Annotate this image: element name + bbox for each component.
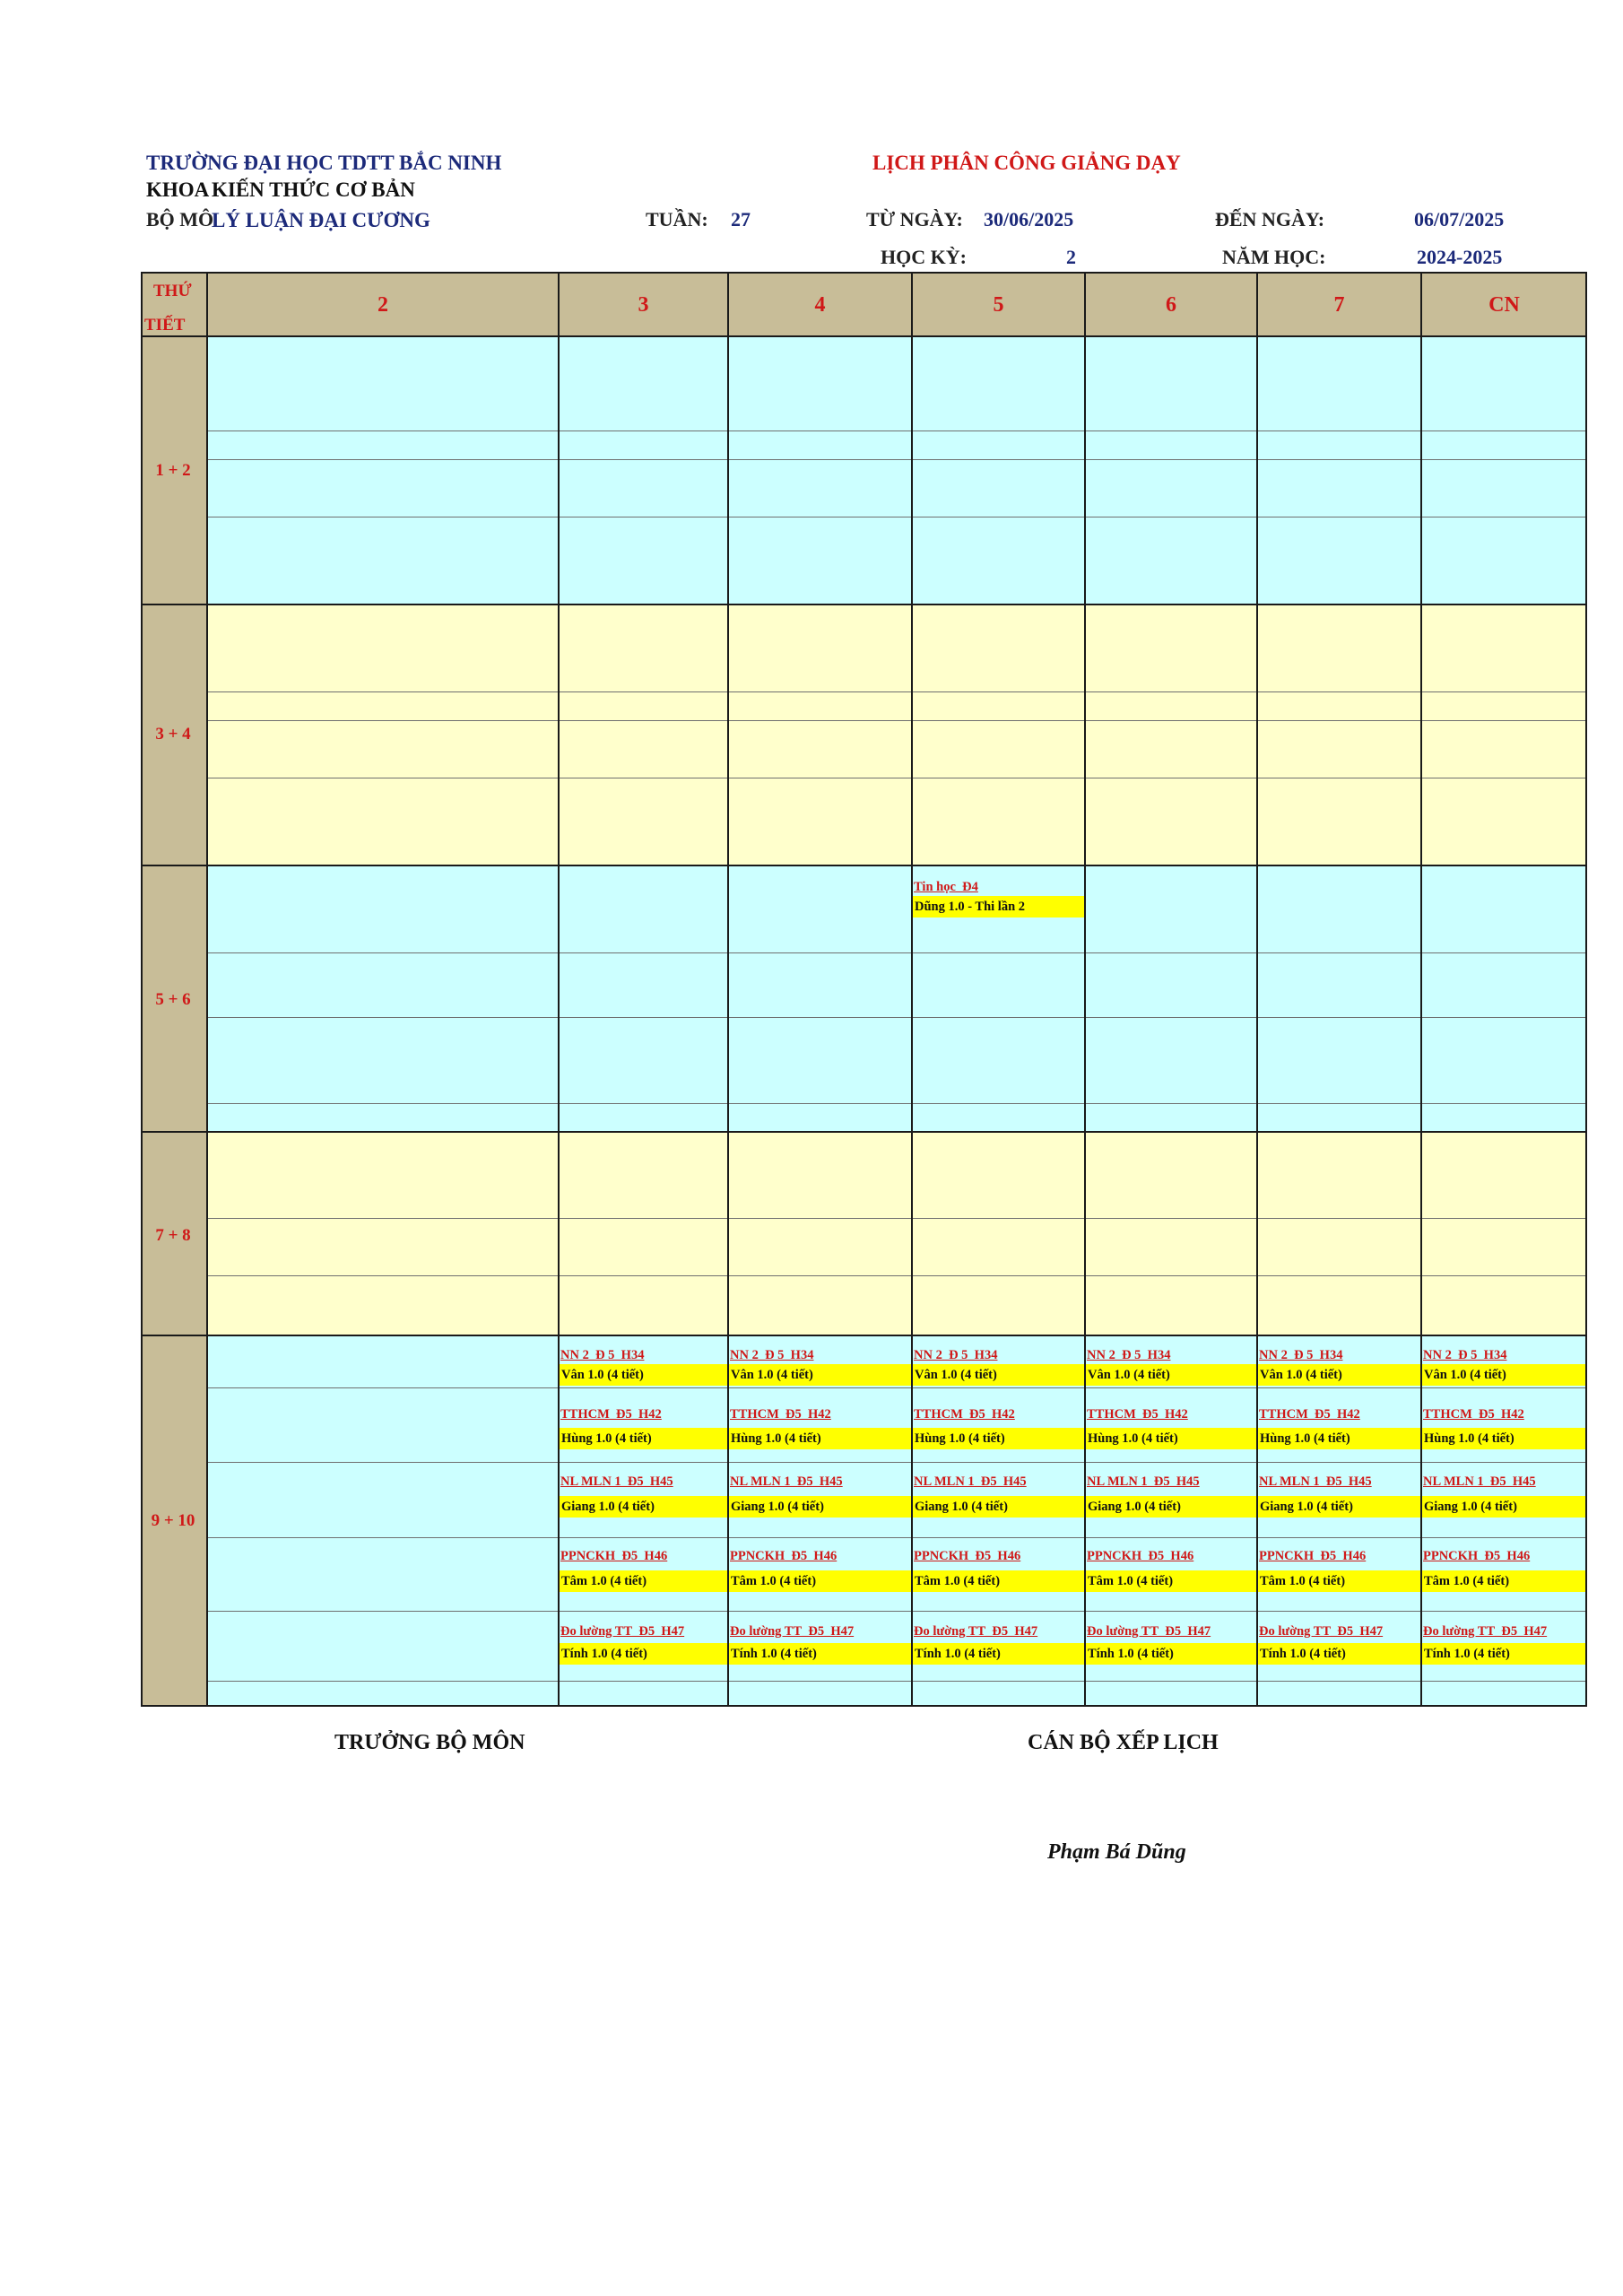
event-title: PPNCKH_Đ5_H46 <box>914 1549 1021 1563</box>
event-title: NN 2_Đ 5_H34 <box>560 1348 645 1362</box>
event-title: TTHCM_Đ5_H42 <box>730 1407 831 1422</box>
event-title: Đo lường TT_Đ5_H47 <box>1423 1624 1548 1639</box>
event-teacher: Hùng 1.0 (4 tiết) <box>559 1428 728 1449</box>
event-title: NL MLN 1_Đ5_H45 <box>1259 1474 1372 1489</box>
year-label: NĂM HỌC: <box>1222 246 1326 268</box>
event-title: PPNCKH_Đ5_H46 <box>560 1549 668 1563</box>
event-title: Đo lường TT_Đ5_H47 <box>1087 1624 1211 1639</box>
day-header-7: 7 <box>1333 292 1345 317</box>
event-teacher: Vân 1.0 (4 tiết) <box>912 1364 1085 1386</box>
event-title: TTHCM_Đ5_H42 <box>1259 1407 1360 1422</box>
day-header-3: 3 <box>638 292 649 317</box>
event-teacher: Tính 1.0 (4 tiết) <box>1421 1643 1585 1665</box>
head-of-dept-title: TRƯỞNG BỘ MÔN <box>334 1731 525 1754</box>
event-teacher: Tâm 1.0 (4 tiết) <box>559 1570 728 1592</box>
event-title: NL MLN 1_Đ5_H45 <box>1087 1474 1200 1489</box>
event-title: PPNCKH_Đ5_H46 <box>1423 1549 1531 1563</box>
day-header-cn: CN <box>1488 292 1520 317</box>
event-title: TTHCM_Đ5_H42 <box>560 1407 662 1422</box>
event-teacher: Tính 1.0 (4 tiết) <box>559 1643 728 1665</box>
event-teacher: Hùng 1.0 (4 tiết) <box>1421 1428 1585 1449</box>
scheduler-title: CÁN BỘ XẾP LỊCH <box>1028 1731 1219 1754</box>
semester-label: HỌC KỲ: <box>881 246 967 268</box>
dept-name: LÝ LUẬN ĐẠI CƯƠNG <box>212 209 430 231</box>
event-teacher: Giang 1.0 (4 tiết) <box>1085 1496 1257 1518</box>
day-header-5: 5 <box>993 292 1004 317</box>
period-label: 1 + 2 <box>155 461 191 480</box>
event-teacher: Vân 1.0 (4 tiết) <box>1257 1364 1421 1386</box>
to-date-label: ĐẾN NGÀY: <box>1215 208 1325 230</box>
event-teacher: Hùng 1.0 (4 tiết) <box>728 1428 912 1449</box>
band-period-4 <box>207 1132 1587 1335</box>
event-teacher: Hùng 1.0 (4 tiết) <box>1257 1428 1421 1449</box>
event-title: NN 2_Đ 5_H34 <box>1423 1348 1507 1362</box>
event-teacher: Giang 1.0 (4 tiết) <box>559 1496 728 1518</box>
event-teacher: Giang 1.0 (4 tiết) <box>1421 1496 1585 1518</box>
day-header-2: 2 <box>378 292 388 317</box>
week-value: 27 <box>731 208 751 230</box>
event-title: Đo lường TT_Đ5_H47 <box>730 1624 855 1639</box>
event-title: PPNCKH_Đ5_H46 <box>1087 1549 1194 1563</box>
event-title: Đo lường TT_Đ5_H47 <box>560 1624 685 1639</box>
event-title: PPNCKH_Đ5_H46 <box>730 1549 838 1563</box>
band-period-3 <box>207 865 1587 1132</box>
event-title: Đo lường TT_Đ5_H47 <box>914 1624 1038 1639</box>
event-teacher: Hùng 1.0 (4 tiết) <box>912 1428 1085 1449</box>
event-title: NL MLN 1_Đ5_H45 <box>1423 1474 1536 1489</box>
to-date-value: 06/07/2025 <box>1414 208 1505 230</box>
event-teacher: Tâm 1.0 (4 tiết) <box>728 1570 912 1592</box>
event-title: NL MLN 1_Đ5_H45 <box>914 1474 1027 1489</box>
corner-label-period: TIẾT <box>144 316 186 335</box>
day-header-6: 6 <box>1166 292 1176 317</box>
event-teacher: Tâm 1.0 (4 tiết) <box>1421 1570 1585 1592</box>
event-teacher: Tâm 1.0 (4 tiết) <box>912 1570 1085 1592</box>
scheduler-name: Phạm Bá Dũng <box>1047 1840 1186 1864</box>
event-teacher-special: Dũng 1.0 - Thi lần 2 <box>912 896 1085 918</box>
event-title: TTHCM_Đ5_H42 <box>1423 1407 1524 1422</box>
day-header-4: 4 <box>814 292 826 317</box>
event-title: NN 2_Đ 5_H34 <box>1259 1348 1343 1362</box>
band-period-2 <box>207 604 1587 865</box>
event-title: NN 2_Đ 5_H34 <box>914 1348 998 1362</box>
week-label: TUẦN: <box>646 208 708 230</box>
event-title: TTHCM_Đ5_H42 <box>914 1407 1015 1422</box>
event-teacher: Tính 1.0 (4 tiết) <box>728 1643 912 1665</box>
event-teacher: Vân 1.0 (4 tiết) <box>728 1364 912 1386</box>
period-label: 7 + 8 <box>155 1226 191 1245</box>
event-title: Đo lường TT_Đ5_H47 <box>1259 1624 1384 1639</box>
faculty-prefix: KHOA <box>146 178 210 201</box>
event-title: NL MLN 1_Đ5_H45 <box>730 1474 843 1489</box>
year-value: 2024-2025 <box>1417 246 1503 268</box>
page-title: LỊCH PHÂN CÔNG GIẢNG DẠY <box>872 152 1181 174</box>
band-period-1 <box>207 336 1587 604</box>
dept-prefix: BỘ MÔ <box>146 208 214 230</box>
semester-value: 2 <box>1066 246 1076 268</box>
from-date-value: 30/06/2025 <box>984 208 1074 230</box>
event-teacher: Tính 1.0 (4 tiết) <box>1085 1643 1257 1665</box>
period-label: 3 + 4 <box>155 725 191 744</box>
event-title: PPNCKH_Đ5_H46 <box>1259 1549 1367 1563</box>
event-teacher: Giang 1.0 (4 tiết) <box>728 1496 912 1518</box>
event-teacher: Hùng 1.0 (4 tiết) <box>1085 1428 1257 1449</box>
period-column <box>141 336 207 1707</box>
event-teacher: Giang 1.0 (4 tiết) <box>912 1496 1085 1518</box>
schedule-table <box>141 272 1587 1707</box>
school-name: TRƯỜNG ĐẠI HỌC TDTT BẮC NINH <box>146 152 502 174</box>
event-teacher: Tính 1.0 (4 tiết) <box>1257 1643 1421 1665</box>
faculty-name: KIẾN THỨC CƠ BẢN <box>212 178 415 201</box>
event-teacher: Vân 1.0 (4 tiết) <box>1085 1364 1257 1386</box>
event-teacher: Giang 1.0 (4 tiết) <box>1257 1496 1421 1518</box>
period-label: 9 + 10 <box>151 1511 195 1530</box>
event-teacher: Tính 1.0 (4 tiết) <box>912 1643 1085 1665</box>
event-teacher: Vân 1.0 (4 tiết) <box>1421 1364 1585 1386</box>
event-title: TTHCM_Đ5_H42 <box>1087 1407 1188 1422</box>
event-title: NN 2_Đ 5_H34 <box>730 1348 814 1362</box>
event-teacher: Tâm 1.0 (4 tiết) <box>1085 1570 1257 1592</box>
event-teacher: Vân 1.0 (4 tiết) <box>559 1364 728 1386</box>
from-date-label: TỪ NGÀY: <box>866 208 963 230</box>
event-title: NL MLN 1_Đ5_H45 <box>560 1474 673 1489</box>
event-title-special: Tin học_Đ4 <box>914 880 978 894</box>
corner-label-day: THỨ <box>153 282 192 300</box>
event-title: NN 2_Đ 5_H34 <box>1087 1348 1171 1362</box>
period-label: 5 + 6 <box>155 990 191 1009</box>
event-teacher: Tâm 1.0 (4 tiết) <box>1257 1570 1421 1592</box>
